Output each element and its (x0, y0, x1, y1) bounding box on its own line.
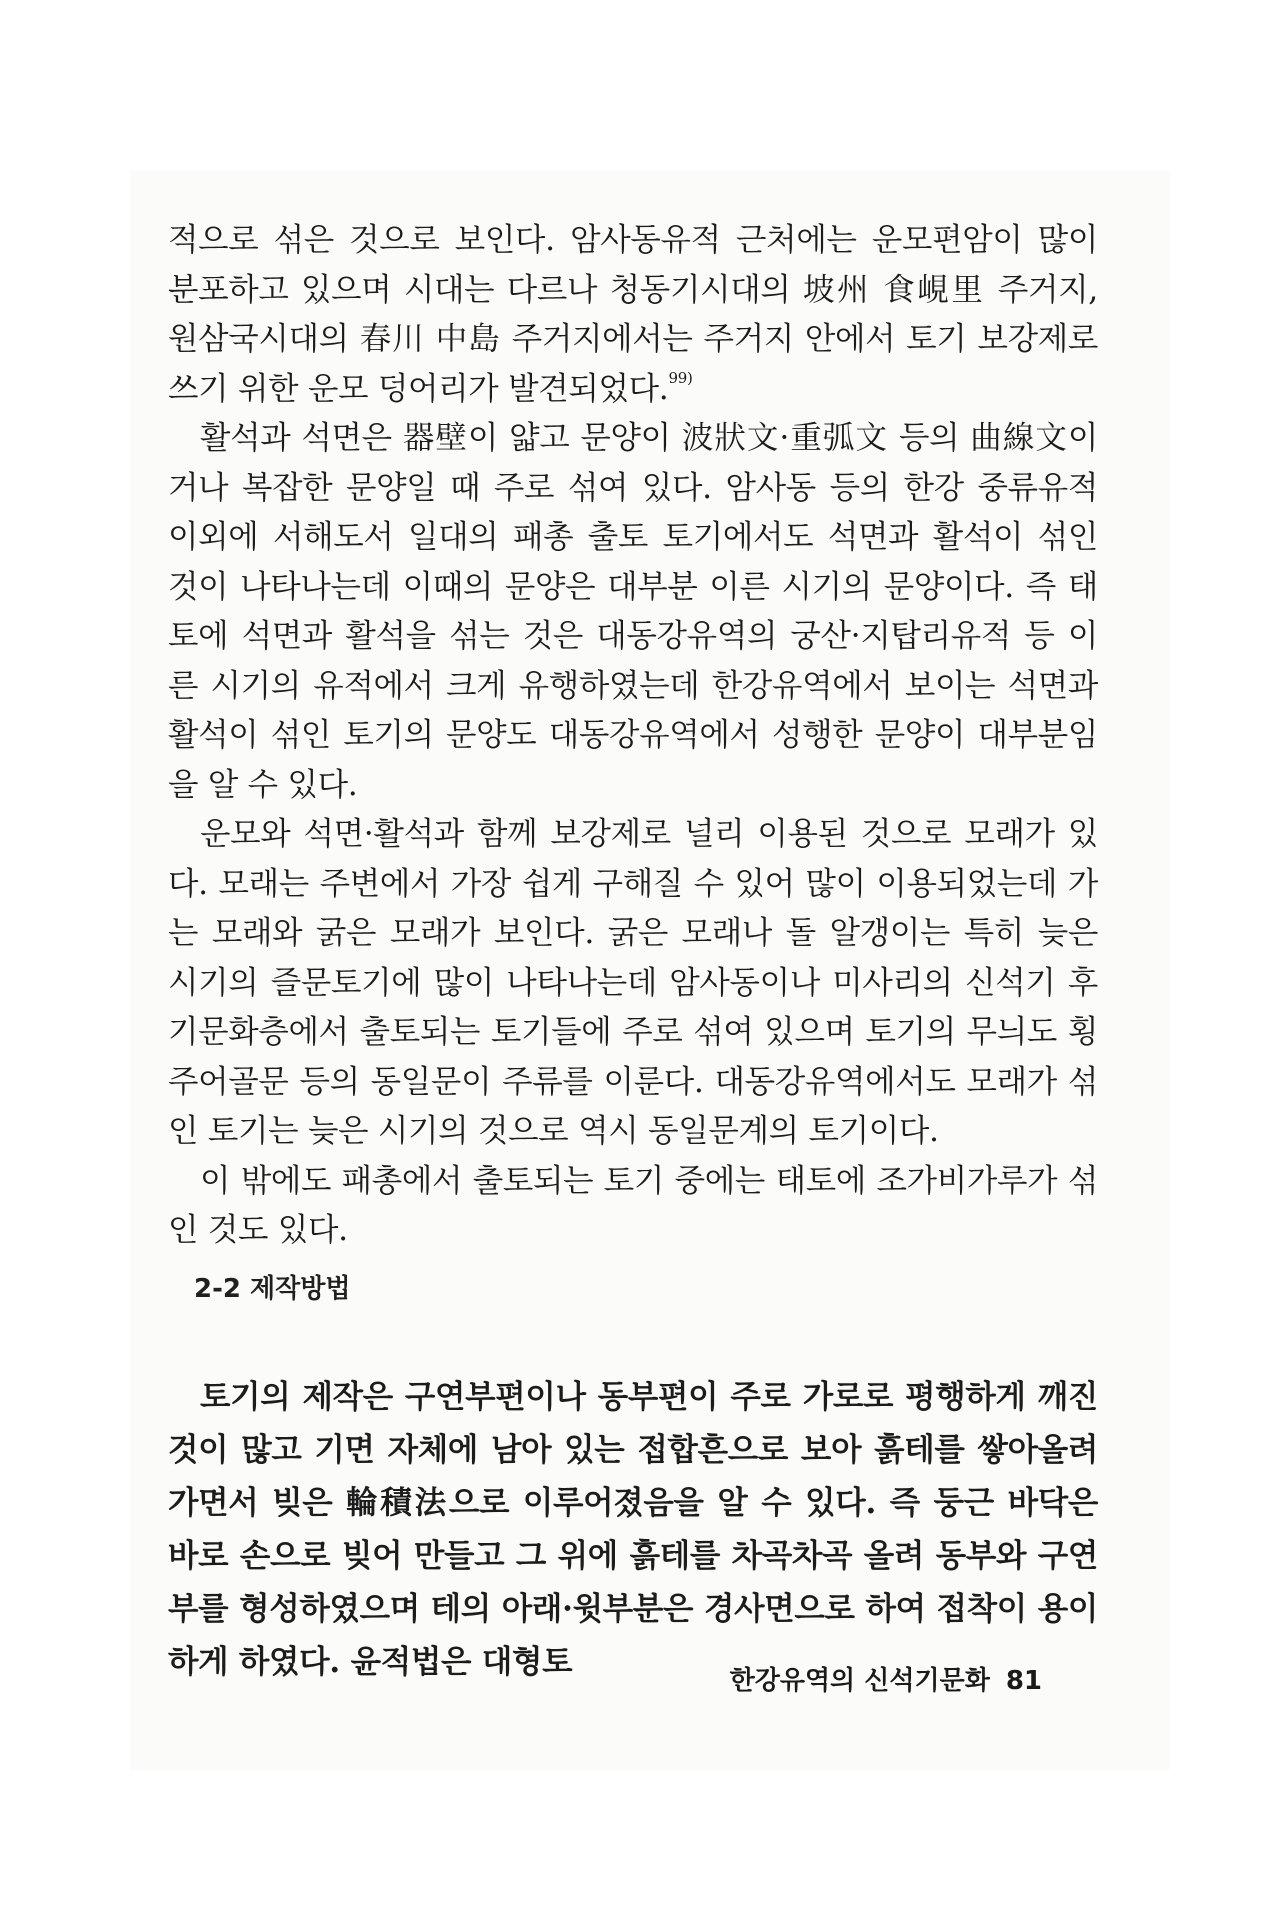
paragraph-4: 이 밖에도 패총에서 출토되는 토기 중에는 태토에 조가비가루가 섞인 것도 있다. (168, 1162, 1098, 1248)
section-paragraph-1: 토기의 제작은 구연부편이나 동부편이 주로 가로로 평행하게 깨진 것이 많고 기면 자체에 남아 있는 접합흔으로 보아 흙테를 쌓아올려 가면서 빚은 輪積法으로 이루어졌음을 알 수 있다. 즉 둥근 바닥은 바로 손으로 빚어 만들고 그 위에 흙테를 차곡차곡 올려 동부와 구연부를 형성하였으며 테의 아래·윗부분은 경사면으로 하여 접착이 용이하게 하였다. 윤적법은 대형토 (168, 1378, 1098, 1680)
section-heading: 2-2 제작방법 (194, 1274, 351, 1304)
paragraph-1 (168, 216, 1098, 414)
main-text-block (168, 216, 1098, 1256)
footnote-marker: 99) (668, 368, 693, 387)
paragraph-1-text: 적으로 섞은 것으로 보인다. 암사동유적 근처에는 운모편암이 많이 분포하고 있으며 시대는 다르나 청동기시대의 坡州 食峴里 주거지, 원삼국시대의 春川 中島 주거지에서는 주거지 안에서 토기 보강제로 쓰기 위한 운모 덩어리가 발견되었다. (168, 222, 1098, 407)
page-number: 81 (1005, 1666, 1042, 1696)
section-text-block (168, 1370, 1098, 1688)
running-title: 한강유역의 신석기문화 (729, 1666, 990, 1696)
paragraph-3: 운모와 석면·활석과 함께 보강제로 널리 이용된 것으로 모래가 있다. 모래는 주변에서 가장 쉽게 구해질 수 있어 많이 이용되었는데 가는 모래와 굵은 모래가 보인다. 굵은 모래나 돌 알갱이는 특히 늦은 시기의 즐문토기에 많이 나타나는데 암사동이나 미사리의 신석기 후기문화층에서 출토되는 토기들에 주로 섞여 있으며 토기의 무늬도 횡주어골문 등의 동일문이 주류를 이룬다. 대동강유역에서도 모래가 섞인 토기는 늦은 시기의 것으로 역시 동일문계의 토기이다. (168, 816, 1098, 1149)
paragraph-2: 활석과 석면은 器壁이 얇고 문양이 波狀文·重弧文 등의 曲線文이거나 복잡한 문양일 때 주로 섞여 있다. 암사동 등의 한강 중류유적 이외에 서해도서 일대의 패총 출토 토기에서도 석면과 활석이 섞인 것이 나타나는데 이때의 문양은 대부분 이른 시기의 문양이다. 즉 태토에 석면과 활석을 섞는 것은 대동강유역의 궁산·지탑리유적 등 이른 시기의 유적에서 크게 유행하였는데 한강유역에서 보이는 석면과 활석이 섞인 토기의 문양도 대동강유역에서 성행한 문양이 대부분임을 알 수 있다. (168, 420, 1098, 803)
page-footer (720, 1660, 1042, 1697)
